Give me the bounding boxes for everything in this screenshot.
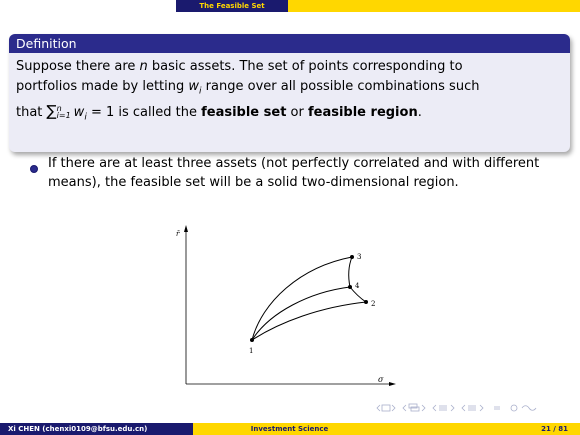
feasible-region-figure (170, 222, 400, 392)
asset-point-3 (350, 255, 354, 259)
definition-text: that (16, 104, 47, 120)
definition-text: basic assets. The set of points corresponding to (147, 59, 463, 74)
nav-back-forward-icon[interactable] (522, 406, 536, 411)
section-title: The Feasible Set (199, 2, 265, 10)
nav-align-icon[interactable] (494, 407, 500, 409)
nav-prev-section-icon[interactable] (433, 405, 436, 411)
nav-search-icon[interactable] (511, 405, 517, 411)
math-sum-lower: i=1 (56, 111, 71, 121)
point-label-4: 4 (355, 282, 360, 290)
term-feasible-set: feasible set (201, 104, 287, 120)
definition-line-2 (16, 77, 564, 102)
footer-course: Investment Science (250, 425, 329, 433)
math-sum-upper: n (56, 104, 62, 114)
definition-line-3 (16, 102, 564, 128)
nav-prev-slide-icon[interactable] (462, 405, 465, 411)
footer-bar (0, 423, 580, 435)
asset-point-2 (364, 300, 368, 304)
nav-prev-subsection-icon[interactable] (403, 405, 406, 411)
y-axis-arrow (184, 225, 188, 232)
definition-body (16, 57, 564, 128)
definition-header (9, 34, 570, 53)
curve-1-3 (252, 257, 352, 340)
point-label-3: 3 (357, 253, 362, 261)
nav-frame-icon[interactable] (382, 405, 390, 411)
definition-heading: Definition (16, 36, 77, 51)
nav-section-icon[interactable] (439, 406, 447, 410)
nav-next-frame-icon[interactable] (392, 405, 395, 411)
beamer-navigation-controls[interactable] (376, 403, 576, 413)
math-n: n (139, 59, 148, 74)
footer-author-segment (0, 423, 193, 435)
nav-next-subsection-icon[interactable] (422, 405, 425, 411)
nav-next-slide-icon[interactable] (480, 405, 483, 411)
term-feasible-region: feasible region (307, 104, 418, 120)
nav-slide-icon[interactable] (468, 406, 476, 410)
asset-point-1 (250, 338, 254, 342)
asset-point-4 (348, 285, 352, 289)
footer-author: Xi CHEN (chenxi0109@bfsu.edu.cn) (8, 425, 148, 433)
definition-text: portfolios made by letting (16, 78, 189, 94)
bullet-text: If there are at least three assets (not perfectly correlated and with different means), the feasible set will be a solid two-dimensional region. (48, 156, 540, 190)
bullet-icon (30, 165, 38, 173)
curve-1-4 (252, 287, 350, 340)
math-w: w (188, 78, 200, 94)
curve-3-4 (349, 257, 352, 287)
definition-line-1 (16, 57, 564, 77)
nav-next-section-icon[interactable] (451, 405, 454, 411)
footer-course-segment (193, 423, 386, 435)
footer-page-number: 21 / 81 (541, 425, 568, 433)
top-header-bar (0, 0, 580, 12)
header-left-segment (0, 0, 176, 12)
definition-text: Suppose there are (16, 59, 140, 74)
x-axis-arrow (389, 382, 396, 386)
math-subscript-i: i (84, 112, 87, 123)
nav-prev-frame-icon[interactable] (377, 405, 380, 411)
definition-text: . (417, 104, 422, 120)
header-right-segment (288, 0, 580, 12)
math-subscript-i: i (199, 86, 202, 97)
definition-text: = 1 is called the (86, 104, 202, 120)
point-label-1: 1 (249, 347, 254, 355)
point-label-2: 2 (371, 300, 376, 308)
definition-text: or (286, 104, 308, 120)
math-sum-symbol: ∑ (46, 101, 57, 120)
math-w: w (73, 104, 85, 120)
definition-text: range over all possible combinations such (201, 78, 480, 94)
definition-block (9, 34, 570, 152)
footer-page-segment (386, 423, 580, 435)
y-axis-label: r̄ (176, 230, 180, 238)
x-axis-label: σ (378, 375, 384, 384)
